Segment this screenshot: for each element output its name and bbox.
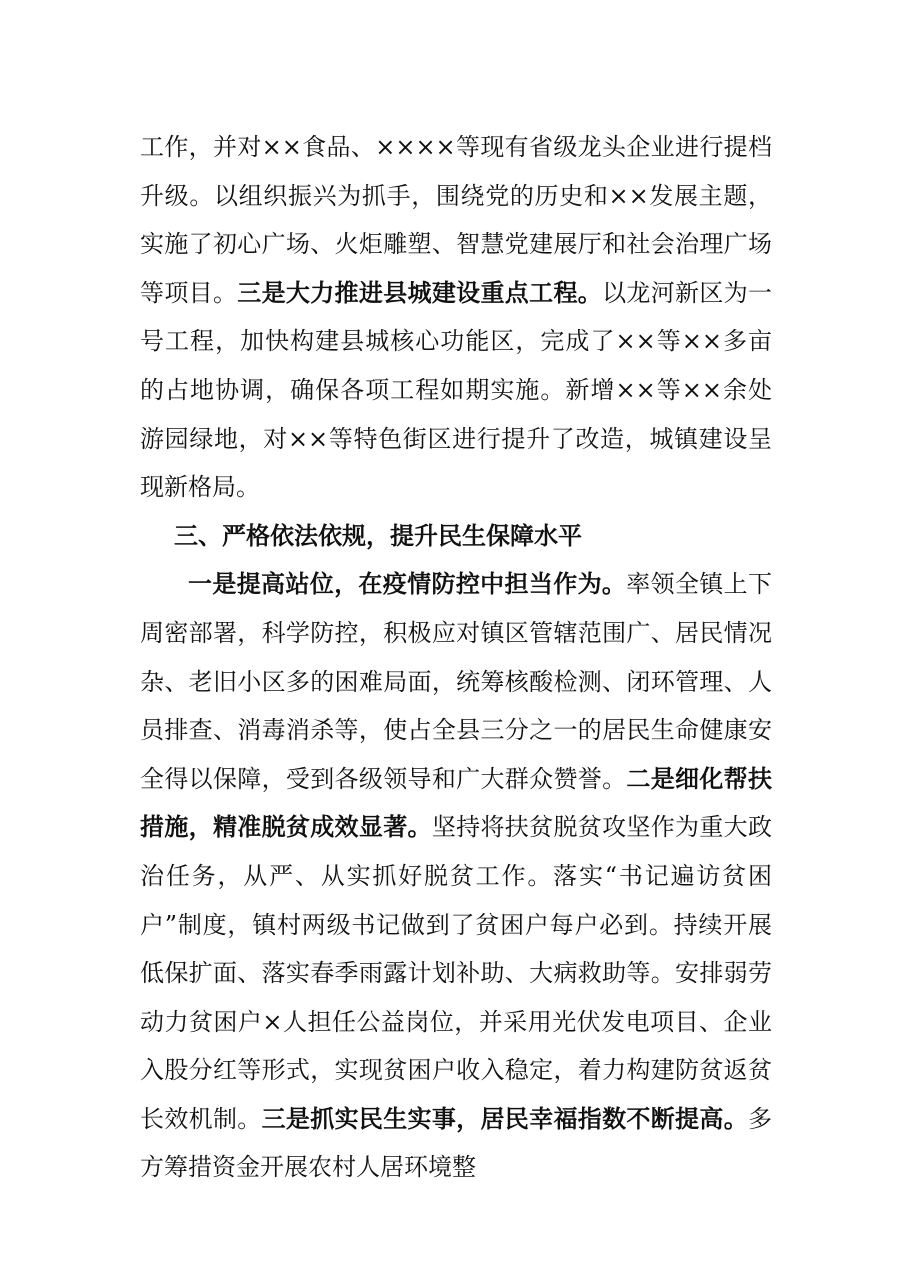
bold-lead-phrase: 三是抓实民生实事，居民幸福指数不断提高。 bbox=[261, 1104, 749, 1133]
paragraph-text: 率领全镇上下周密部署，科学防控，积极应对镇区管辖范围广、居民情况杂、老旧小区多的困难局面，统筹核酸检测、闭环管理、人员排查、消毒消杀等，使占全县三分之一的居民生命健康安全得以保障，受到各级领导和广大群众赞誉。 bbox=[140, 570, 773, 793]
paragraph bbox=[140, 560, 772, 1192]
bold-lead-phrase: 一是提高站位，在疫情防控中担当作为。 bbox=[188, 570, 627, 599]
bold-lead-phrase: 三是大力推进县城建设重点工程。 bbox=[237, 278, 603, 307]
paragraph-text: 坚持将扶贫脱贫攻坚作为重大政治任务，从严、从实抓好脱贫工作。落实“书记遍访贫困户”制度，镇村两级书记做到了贫困户每户必到。持续开展低保扩面、落实春季雨露计划补助、大病救助等。安排弱劳动力贫困户×人担任公益岗位，并采用光伏发电项目、企业入股分红等形式，实现贫困户收入稳定，着力构建防贫返贫长效机制。 bbox=[140, 813, 773, 1133]
paragraph-text: 多方筹措资金开展农村人居环境整 bbox=[140, 1104, 773, 1182]
body-text bbox=[140, 123, 772, 1192]
paragraph-text: 以龙河新区为一号工程，加快构建县城核心功能区，完成了××等××多亩的占地协调，确保各项工程如期实施。新增××等××余处游园绿地，对××等特色街区进行提升了改造，城镇建设呈现新格局。 bbox=[140, 278, 773, 502]
section-heading: 三、严格依法依规，提升民生保障水平 bbox=[174, 521, 582, 550]
bold-lead-phrase: 二是细化帮扶措施，精准脱贫成效显著。 bbox=[140, 764, 773, 842]
paragraph-continuation bbox=[140, 123, 772, 512]
paragraph-text: 工作，并对××食品、××××等现有省级龙头企业进行提档升级。以组织振兴为抓手，围绕党的历史和××发展主题，实施了初心广场、火炬雕塑、智慧党建展厅和社会治理广场等项目。 bbox=[140, 133, 772, 307]
